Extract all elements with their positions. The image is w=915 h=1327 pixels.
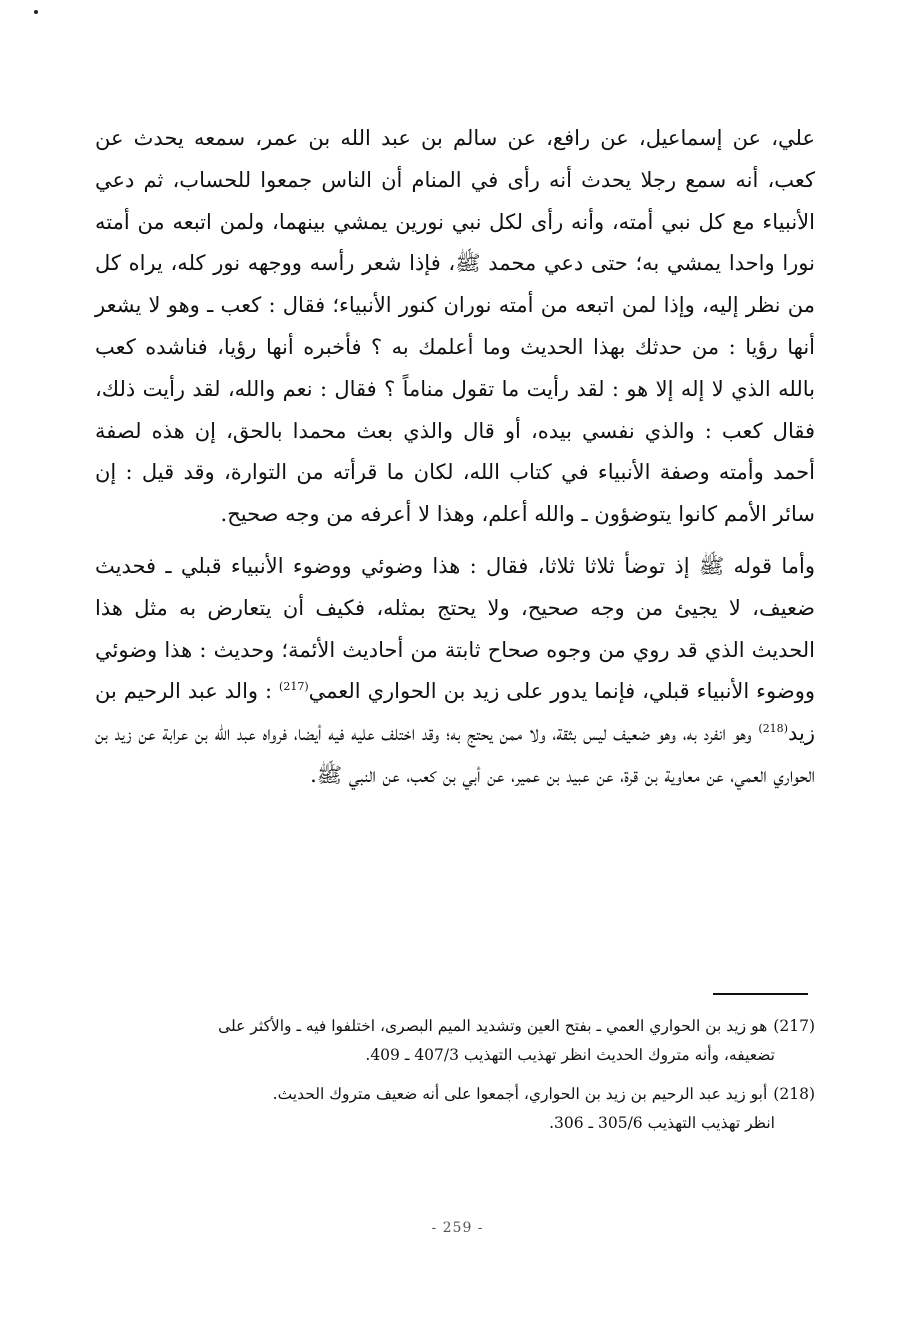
main-text — [95, 118, 815, 797]
paragraph-1: علي، عن إسماعيل، عن رافع، عن سالم بن عبد الله بن عمر، سمعه يحدث عن كعب، أنه سمع رجلا يحدث أنه رأى في المنام أن الناس جمعوا للحساب، ثم دعي الأنبياء مع كل نبي أمته، وأنه رأى لكل نبي نورين يمشي بينهما، ولمن اتبعه من أمته نورا واحدا يمشي به؛ حتى دعي محمد ﷺ، فإذا شعر رأسه ووجهه نور كله، يراه كل من نظر إليه، وإذا لمن اتبعه من أمته نوران كنور الأنبياء؛ فقال : كعب ـ وهو لا يشعر أنها رؤيا : من حدثك بهذا الحديث وما أعلمك به ؟ فأخبره أنها رؤيا، فناشده كعب بالله الذي لا إله إلا هو : لقد رأيت ما تقول مناماً ؟ فقال : نعم والله، لقد رأيت ذلك، فقال كعب : والذي نفسي بيده، أو قال والذي بعث محمدا بالحق، إن هذه لصفة أحمد وأمته وصفة الأنبياء في كتاب الله، لكان ما قرأته من التوارة، وقد قيل : إن سائر الأمم كانوا يتوضؤون ـ والله أعلم، وهذا لا أعرفه من وجه صحيح. — [95, 126, 815, 527]
footnotes — [105, 1012, 815, 1138]
footnote-separator — [713, 993, 808, 995]
footnote-ref-218[interactable]: (218) — [758, 722, 788, 736]
paragraph-2-part-2: : والد عبد الرحيم بن زيد — [95, 679, 815, 746]
footnote-number: (217) — [773, 1017, 815, 1035]
footnote-ref-217[interactable]: (217) — [279, 680, 309, 694]
paragraph-2-part-1: وأما قوله ﷺ إذ توضأ ثلاثا ثلاثا، فقال : هذا وضوئي ووضوء الأنبياء قبلي ـ فحديث ضعيف، لا يجيئ من وجه صحيح، ولا يحتج بمثله، فكيف أن يتعارض به مثل هذا الحديث الذي قد روي من وجوه صحاح ثابتة من أحاديث الأئمة؛ وحديث : هذا وضوئي ووضوء الأنبياء قبلي، فإنما يدور على زيد بن الحواري العمي — [95, 553, 816, 704]
footnote-number: (218) — [773, 1085, 815, 1103]
footnote-text-line-1: أبو زيد عبد الرحيم بن زيد بن الحواري، أجمعوا على أنه ضعيف متروك الحديث. — [272, 1085, 768, 1103]
footnote-text-line-2: تضعيفه، وأنه متروك الحديث انظر تهذيب التهذيب 407/3 ـ 409. — [365, 1046, 775, 1064]
page-number: - 259 - — [431, 1220, 484, 1236]
footnote-218 — [105, 1080, 815, 1138]
paragraph-2 — [95, 546, 815, 797]
footnote-text-line-1: هو زيد بن الحواري العمي ـ بفتح العين وتشديد الميم البصرى، اختلفوا فيه ـ والأكثر على — [218, 1017, 768, 1035]
paragraph-2-part-3: وهو انفرد به، وهو ضعيف ليس بثقة، ولا ممن يحتج به؛ وقد اختلف عليه فيه أيضا، فرواه عبد الله بن عرابة عن زيد بن الحواري العمي، عن معاوية بن قرة، عن عبيد بن عمير، عن أبي بن كعب، عن النبي ﷺ. — [95, 721, 815, 787]
corner-dot — [34, 10, 38, 14]
footnote-217 — [105, 1012, 815, 1070]
footnote-text-line-2: انظر تهذيب التهذيب 305/6 ـ 306. — [549, 1114, 775, 1132]
